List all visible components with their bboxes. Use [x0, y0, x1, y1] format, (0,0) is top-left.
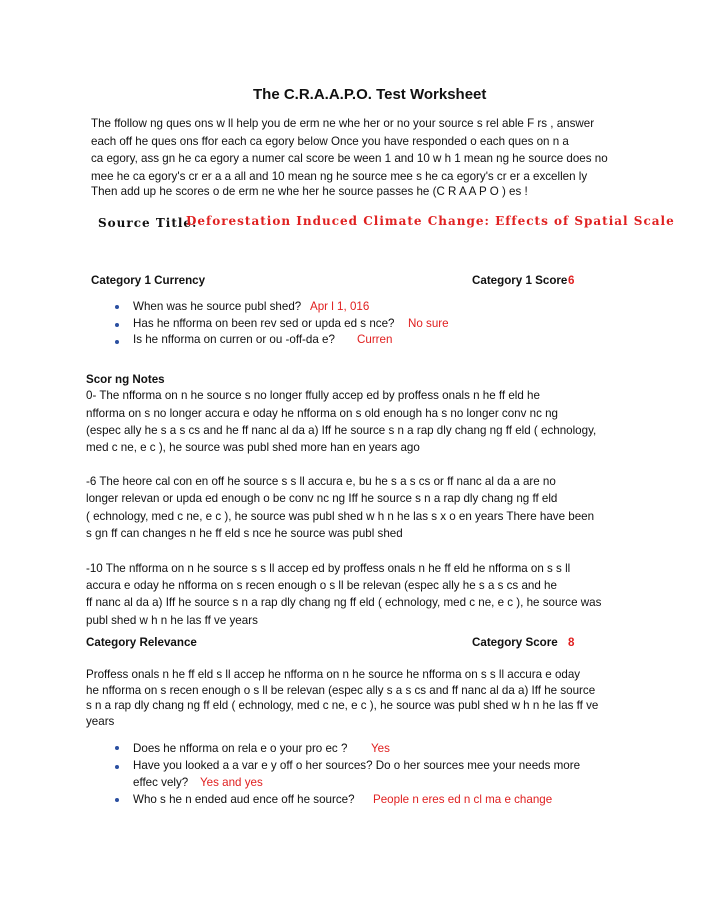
cat1-answer-1: Apr l 1, 016	[310, 300, 370, 313]
scoring-line: -6 The heore cal con en off he source s s ll accura e, bu he s a s cs or ff nanc al da a are no	[86, 475, 556, 488]
scoring-notes-heading: Scor ng Notes	[86, 373, 165, 386]
cat1-question-2: Has he nfforma on been rev sed or upda ed s nce?	[133, 317, 395, 330]
scoring-line: accura e oday he nfforma on s recen enough o s ll be relevan (espec ally he s a s cs and he	[86, 579, 557, 592]
cat2-note-line: years	[86, 715, 115, 728]
source-title-value: Deforestation Induced Climate Change: Effects of Spatial Scale	[186, 214, 675, 228]
bullet-icon	[115, 765, 119, 769]
bullet-icon	[115, 323, 119, 327]
cat1-answer-2: No sure	[408, 317, 449, 330]
cat2-answer-2: Yes and yes	[200, 776, 263, 789]
scoring-line: nfforma on s no longer accura e oday he nfforma on s old enough ha s no longer conv nc ng	[86, 407, 559, 420]
bullet-icon	[115, 305, 119, 309]
cat1-answer-3: Curren	[357, 333, 393, 346]
scoring-line: -10 The nfforma on n he source s s ll accep ed by proffess onals n he ff eld he nfforma on s s ll	[86, 562, 571, 575]
cat2-answer-1: Yes	[371, 742, 390, 755]
cat1-question-1: When was he source publ shed?	[133, 300, 302, 313]
intro-line-4: mee he ca egory's cr er a a all and 10 mean ng he source mee s he ca egory's cr er a excellen ly	[91, 170, 588, 183]
category-2-heading: Category Relevance	[86, 636, 197, 649]
intro-line-2: each off he ques ons ffor each ca egory below Once you have responded o each ques on n a	[91, 135, 569, 148]
cat2-question-3: Who s he n ended aud ence off he source?	[133, 793, 355, 806]
cat2-note-line: Proffess onals n he ff eld s ll accep he nfforma on n he source he nfforma on s s ll accura e oday	[86, 668, 581, 681]
category-2-score: 8	[568, 636, 575, 649]
category-1-score-label: Category 1 Score	[472, 274, 568, 287]
cat2-question-1: Does he nfforma on rela e o your pro ec ?	[133, 742, 348, 755]
cat1-question-3: Is he nfforma on curren or ou -off-da e?	[133, 333, 335, 346]
cat2-note-line: he nfforma on s recen enough o s ll be relevan (espec ally s a s cs and ff nanc al da a) Iff he source	[86, 684, 596, 697]
source-title-label: Source Title:	[98, 216, 198, 230]
scoring-line: 0- The nfforma on n he source s no longer ffully accep ed by proffess onals n he ff eld he	[86, 389, 540, 402]
bullet-icon	[115, 340, 119, 344]
scoring-line: (espec ally he s a s cs and he ff nanc al da a) Iff he source s n a rap dly chang ng ff eld ( echnology,	[86, 424, 597, 437]
scoring-line: publ shed w h n he las ff ve years	[86, 614, 258, 627]
intro-line-5: Then add up he scores o de erm ne whe her he source passes he (C R A A P O ) es !	[91, 185, 528, 198]
bullet-icon	[115, 746, 119, 750]
cat2-answer-3: People n eres ed n cl ma e change	[373, 793, 553, 806]
intro-line-3: ca egory, ass gn he ca egory a numer cal score be ween 1 and 10 w h 1 mean ng he source does no	[91, 152, 608, 165]
scoring-line: s gn ff can changes n he ff eld s nce he source was publ shed	[86, 527, 403, 540]
category-1-score: 6	[568, 274, 575, 287]
intro-line-1: The ffollow ng ques ons w ll help you de erm ne whe her or no your source s rel able F rs , answer	[91, 117, 595, 130]
bullet-icon	[115, 798, 119, 802]
scoring-line: ff nanc al da a) Iff he source s n a rap dly chang ng ff eld ( echnology, med c ne, e c ), he source was	[86, 596, 602, 609]
category-2-score-label: Category Score	[472, 636, 558, 649]
cat2-question-2: Have you looked a a var e y off o her sources? Do o her sources mee your needs more	[133, 759, 581, 772]
scoring-line: ( echnology, med c ne, e c ), he source was publ shed w h n he las s x o en years There have been	[86, 510, 595, 523]
scoring-line: med c ne, e c ), he source was publ shed more han en years ago	[86, 441, 420, 454]
page-title: The C.R.A.A.P.O. Test Worksheet	[253, 86, 487, 103]
cat2-note-line: s n a rap dly chang ng ff eld ( echnology, med c ne, e c ), he source was publ shed w h n he las ff ve	[86, 699, 599, 712]
scoring-line: longer relevan or upda ed enough o be conv nc ng Iff he source s n a rap dly chang ng ff eld	[86, 492, 558, 505]
category-1-heading: Category 1 Currency	[91, 274, 206, 287]
cat2-question-2-cont: effec vely?	[133, 776, 189, 789]
